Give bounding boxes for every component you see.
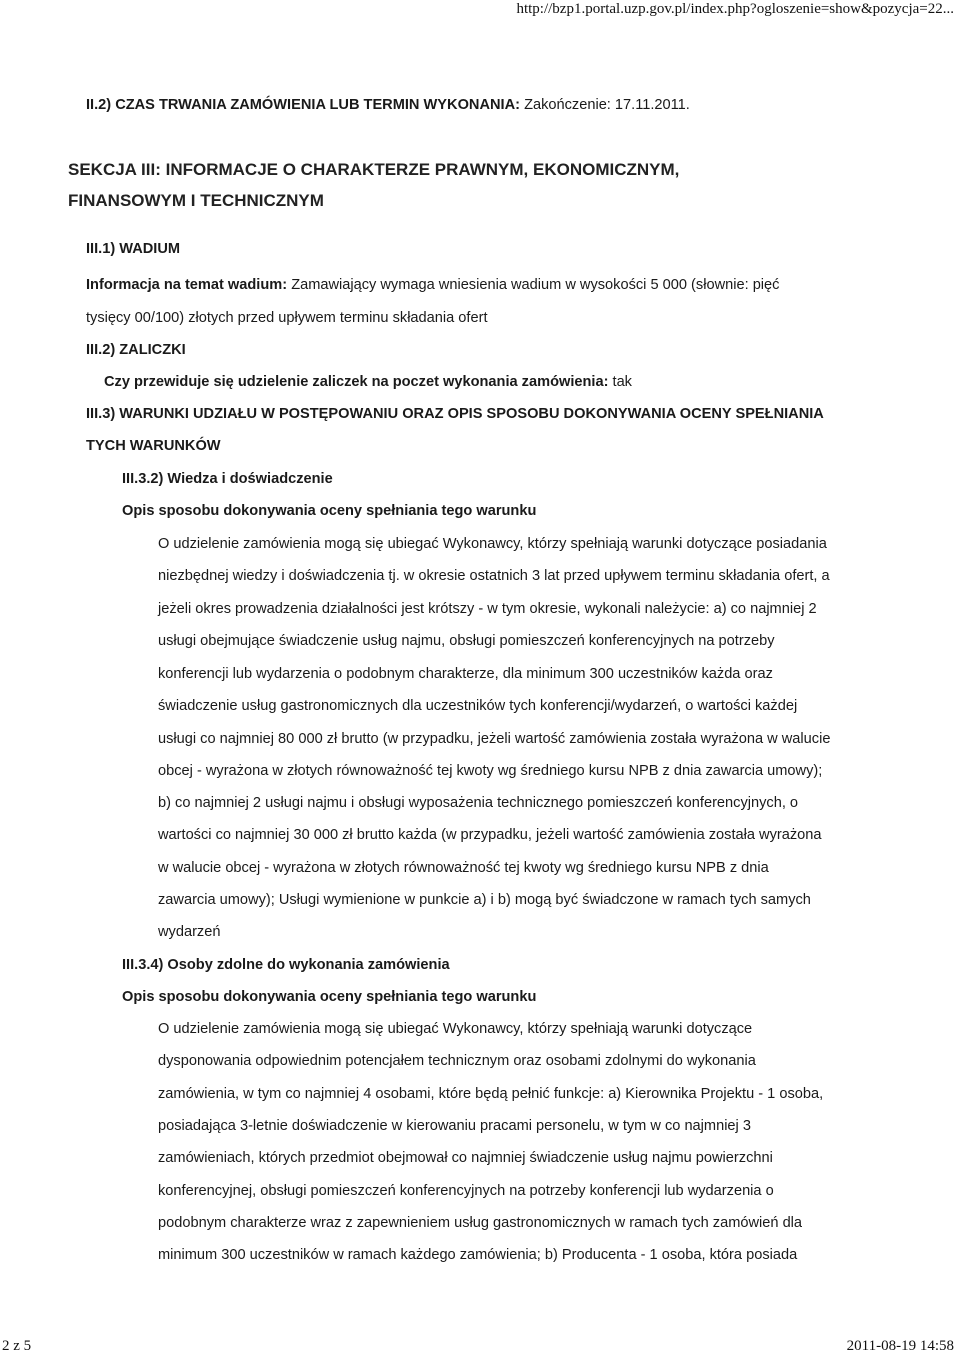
section3-title-line1: SEKCJA III: INFORMACJE O CHARAKTERZE PRAWNYM, EKONOMICZNYM, (68, 160, 680, 179)
ii2-value: Zakończenie: 17.11.2011. (524, 97, 690, 113)
wiedza-line: jeżeli okres prowadzenia działalności jest krótszy - w tym okresie, wykonali należycie: a) co najmniej 2 (158, 601, 817, 617)
wiedza-line: b) co najmniej 2 usługi najmu i obsługi wyposażenia technicznego pomieszczeń konferencyjnych, o (158, 795, 799, 811)
wiedza-line: obcej - wyrażona w złotych równoważność tej kwoty wg średniego kursu NPB z dnia zawarcia umowy); (158, 763, 823, 779)
osoby-line: podobnym charakterze wraz z zapewnieniem usług gastronomicznych w ramach tych zamówień dla (158, 1215, 803, 1231)
osoby-line: konferencyjnej, obsługi pomieszczeń konferencyjnych na potrzeby konferencji lub wydarzenia o (158, 1183, 774, 1199)
osoby-line: dysponowania odpowiednim potencjałem technicznym oraz osobami zdolnymi do wykonania (158, 1053, 756, 1069)
osoby-line: zamówienia, w tym co najmniej 4 osobami, które będą pełnić funkcje: a) Kierownika Projektu - 1 osoba, (158, 1086, 824, 1102)
osoby-line: O udzielenie zamówienia mogą się ubiegać Wykonawcy, którzy spełniają warunki dotyczące (158, 1021, 753, 1037)
osoby-line: minimum 300 uczestników w ramach każdego zamówienia; b) Producenta - 1 osoba, która posiada (158, 1247, 798, 1263)
wiedza-line: usługi obejmujące świadczenie usług najmu, obsługi pomieszczeń konferencyjnych na potrzeby (158, 633, 775, 649)
wiedza-line: świadczenie usług gastronomicznych dla uczestników tych konferencji/wydarzeń, o wartości każdej (158, 698, 798, 714)
ii2-heading (86, 96, 690, 114)
wiedza-line: w walucie obcej - wyrażona w złotych równoważność tej kwoty wg średniego kursu NPB z dnia (158, 860, 769, 876)
iii2-heading: III.2) ZALICZKI (86, 342, 186, 358)
iii3-heading-line2: TYCH WARUNKÓW (86, 438, 221, 454)
wadium-label: Informacja na temat wadium: (86, 277, 288, 293)
osoby-line: zamówieniach, których przedmiot obejmował co najmniej świadczenie usług najmu powierzchni (158, 1150, 773, 1166)
iii1-heading: III.1) WADIUM (86, 241, 181, 257)
wiedza-line: niezbędnej wiedzy i doświadczenia tj. w okresie ostatnich 3 lat przed upływem terminu składania ofert, a (158, 568, 830, 584)
zaliczki-value: tak (612, 374, 632, 390)
wiedza-line: wydarzeń (158, 924, 221, 940)
osoby-line: posiadająca 3-letnie doświadczenie w kierowaniu pracami personelu, w tym w co najmniej 3 (158, 1118, 751, 1134)
opis-heading-osoby: Opis sposobu dokonywania oceny spełniania tego warunku (122, 989, 537, 1005)
wadium-line2: tysięcy 00/100) złotych przed upływem terminu składania ofert (86, 310, 488, 326)
wiedza-line: O udzielenie zamówienia mogą się ubiegać Wykonawcy, którzy spełniają warunki dotyczące posiadania (158, 536, 827, 552)
wiedza-line: usługi co najmniej 80 000 zł brutto (w przypadku, jeżeli wartość zamówienia została wyrażona w walucie (158, 731, 831, 747)
page-url-header: http://bzp1.portal.uzp.gov.pl/index.php?ogloszenie=show&pozycja=22... (516, 1, 954, 17)
wadium-line1 (86, 276, 779, 294)
iii32-heading: III.3.2) Wiedza i doświadczenie (122, 471, 333, 487)
wadium-text: Zamawiający wymaga wniesienia wadium w wysokości 5 000 (słownie: pięć (291, 277, 780, 293)
wiedza-line: konferencji lub wydarzenia o podobnym charakterze, dla minimum 300 uczestników każda oraz (158, 666, 773, 682)
zaliczki-row (104, 373, 632, 391)
section3-title-line2: FINANSOWYM I TECHNICZNYM (68, 191, 324, 210)
iii34-heading: III.3.4) Osoby zdolne do wykonania zamówienia (122, 957, 450, 973)
iii3-heading-line1: III.3) WARUNKI UDZIAŁU W POSTĘPOWANIU ORAZ OPIS SPOSOBU DOKONYWANIA OCENY SPEŁNIANIA (86, 406, 824, 422)
wiedza-line: zawarcia umowy); Usługi wymienione w punkcie a) i b) mogą być świadczone w ramach tych samych (158, 892, 811, 908)
ii2-label: II.2) CZAS TRWANIA ZAMÓWIENIA LUB TERMIN WYKONANIA: (86, 97, 520, 113)
zaliczki-label: Czy przewiduje się udzielenie zaliczek na poczet wykonania zamówienia: (104, 374, 609, 390)
wiedza-line: wartości co najmniej 30 000 zł brutto każda (w przypadku, jeżeli wartość zamówienia została wyrażona (158, 827, 822, 843)
opis-heading-wiedza: Opis sposobu dokonywania oceny spełniania tego warunku (122, 503, 537, 519)
print-datetime: 2011-08-19 14:58 (846, 1338, 954, 1354)
page-number: 2 z 5 (2, 1338, 32, 1354)
